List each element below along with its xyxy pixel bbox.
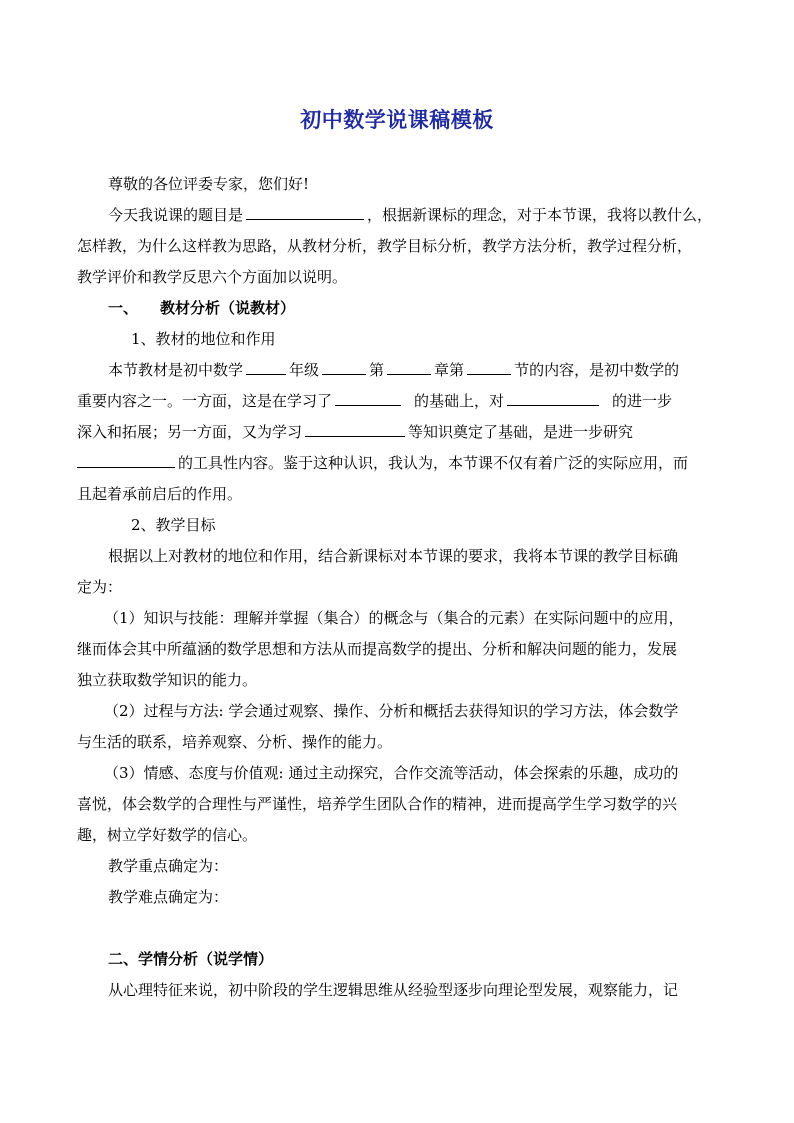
goal-2-line-2: 与生活的联系，培养观察、分析、操作的能力。 <box>77 733 393 751</box>
future-knowledge-blank[interactable] <box>305 418 405 437</box>
goal-1-line-2: 继而体会其中所蕴涵的数学思想和方法从而提高数学的提出、分析和解决问题的能力，发展 <box>77 640 678 658</box>
goal-intro-line-2: 定为： <box>77 578 123 596</box>
research-blank[interactable] <box>77 449 175 468</box>
blank[interactable] <box>322 356 366 375</box>
subsection-1-heading: 1、教材的地位和作用 <box>131 330 276 348</box>
text: 第 <box>369 361 385 379</box>
intro-line-2: 怎样教，为什么这样教为思路，从教材分析，教学目标分析，教学方法分析，教学过程分析， <box>77 237 693 255</box>
key-point-label: 教学重点确定为： <box>108 857 229 875</box>
material-line-1 <box>108 355 748 386</box>
intro-line-3: 教学评价和教学反思六个方面加以说明。 <box>77 268 348 286</box>
greeting: 尊敬的各位评委专家，您们好! <box>108 175 310 193</box>
learner-analysis-line-1: 从心理特征来说，初中阶段的学生逻辑思维从经验型逐步向理论型发展，观察能力，记 <box>108 981 679 999</box>
goal-1-line-1: （1）知识与技能：理解并掌握（集合）的概念与（集合的元素）在实际问题中的应用， <box>104 609 684 627</box>
intro-line-1 <box>108 200 748 231</box>
page-title: 初中数学说课稿模板 <box>300 107 494 132</box>
prior-knowledge-blank[interactable] <box>335 387 401 406</box>
difficult-point-label: 教学难点确定为： <box>108 888 229 906</box>
section-title: 教材分析（说教材） <box>160 299 296 317</box>
material-line-5: 且起着承前启后的作用。 <box>77 485 243 503</box>
section-2-heading: 二、学情分析（说学情） <box>108 950 274 968</box>
text: 章第 <box>434 361 465 379</box>
grade-blank[interactable] <box>246 356 286 375</box>
section-number: 一、 <box>108 299 139 317</box>
goal-intro-line-1: 根据以上对教材的地位和作用，结合新课标对本节课的要求，我将本节课的教学目标确 <box>108 547 679 565</box>
text: 本节教材是初中数学 <box>108 361 244 379</box>
text: 的工具性内容。鉴于这种认识，我认为，本节课不仅有着广泛的实际应用，而 <box>178 454 689 472</box>
material-line-3 <box>77 417 717 448</box>
text: 深入和拓展；另一方面，又为学习 <box>77 423 303 441</box>
goal-2-line-1: （2）过程与方法: 学会通过观察、操作、分析和概括去获得知识的学习方法，体会数学 <box>104 702 679 720</box>
section-blank[interactable] <box>467 356 511 375</box>
goal-3-line-2: 喜悦，体会数学的合理性与严谨性，培养学生团队合作的精神，进而提高学生学习数学的兴 <box>77 795 678 813</box>
text: 的基础上，对 <box>414 392 505 410</box>
goal-3-line-3: 趣，树立学好数学的信心。 <box>77 826 258 844</box>
subsection-2-heading: 2、教学目标 <box>131 516 216 534</box>
topic-blank[interactable] <box>507 387 599 406</box>
text: 节的内容，是初中数学的 <box>514 361 680 379</box>
material-line-2 <box>77 386 717 417</box>
text: 重要内容之一。一方面，这是在学习了 <box>77 392 333 410</box>
text: 的进一步 <box>612 392 673 410</box>
section-1-heading <box>108 293 748 324</box>
intro-text: 今天我说课的题目是 <box>108 206 244 224</box>
goal-1-line-3: 独立获取数学知识的能力。 <box>77 671 258 689</box>
text: 年级 <box>289 361 320 379</box>
title-blank[interactable] <box>246 201 364 220</box>
text: 等知识奠定了基础，是进一步研究 <box>408 423 634 441</box>
intro-text: ，根据新课标的理念，对于本节课，我将以教什么， <box>367 206 713 224</box>
goal-3-line-1: （3）情感、态度与价值观: 通过主动探究，合作交流等活动，体会探索的乐趣，成功的 <box>104 764 679 782</box>
chapter-blank[interactable] <box>387 356 431 375</box>
material-line-4 <box>77 448 717 479</box>
